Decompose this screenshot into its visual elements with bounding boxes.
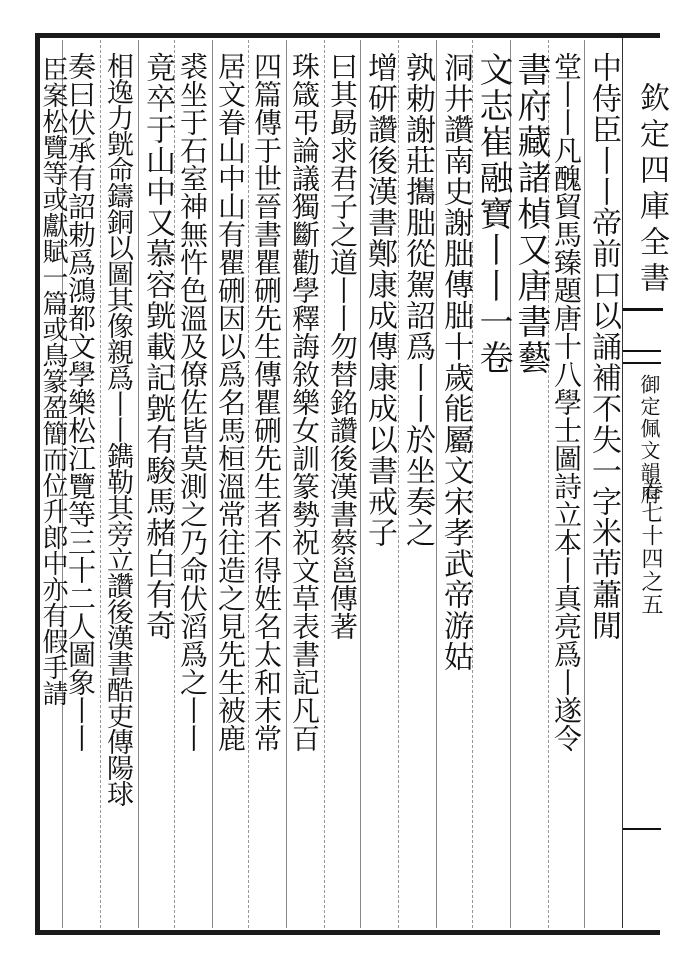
gutter-book-title: 御定佩文韻府 <box>637 374 661 506</box>
gutter-lower-mark <box>623 828 661 830</box>
column-rule <box>286 40 287 928</box>
fishtail-mark <box>623 350 661 364</box>
text-column-12: 裘坐于石室神無忤色溫及僚佐皆莫測之乃命伏滔爲之丨丨 <box>176 52 209 752</box>
column-rule <box>324 40 325 928</box>
text-column-4: 文志崔融寶丨丨一卷 <box>473 52 513 376</box>
text-column-16: 臣案松覽等或獻賦一篇或鳥篆盈簡而位升郎中亦有假手請 <box>38 56 68 706</box>
frame-bottom-border <box>38 930 660 935</box>
gutter-juan-number: 卷七十四之五 <box>638 478 663 616</box>
text-column-14: 相逸力皝命鑄銅以圖其像親爲丨丨鐫勒其旁立讚後漢書酷吏傳陽球 <box>102 52 133 806</box>
gutter-title: 欽定四庫全書 <box>634 82 669 298</box>
text-column-10: 四篇傳于世晉書瞿硎先生傳瞿硎先生者不得姓名太和末常 <box>250 52 283 752</box>
column-rule <box>138 40 139 928</box>
column-rule <box>248 40 249 928</box>
column-rule <box>436 40 437 928</box>
text-column-7: 增研讚後漢書鄭康成傳康成以書戒子 <box>362 52 397 548</box>
text-column-11: 居文眷山中山有瞿硎因以爲名馬桓溫常往造之見先生被鹿 <box>214 52 247 752</box>
column-rule <box>212 40 213 928</box>
text-column-5: 洞井讚南史謝朏傳朏十歲能屬文宋孝武帝游姑 <box>438 52 473 672</box>
column-rule <box>584 40 585 928</box>
text-column-13: 竟卒于山中又慕容皝載記皝有駿馬赭白有奇 <box>140 52 175 641</box>
column-rule <box>398 40 399 928</box>
text-column-2: 堂丨丨凡醜貿馬臻題唐十八學士圖詩立本丨真亮爲丨遂令 <box>550 52 583 752</box>
text-column-15: 奏曰伏承有詔勅爲鴻都文學樂松江覽等三十二人圖象丨丨 <box>64 52 97 752</box>
text-column-6: 孰勅謝莊攜朏從駕詔爲丨丨於坐奏之 <box>400 52 435 548</box>
column-rule <box>360 40 361 928</box>
text-column-1: 中侍臣丨丨帝前口以誦補不失一字米芾蕭閒 <box>586 52 621 641</box>
text-column-8: 曰其勗求君子之道丨丨勿替銘讚後漢書蔡邕傳著 <box>326 52 359 640</box>
text-column-3: 書府藏諸楨又唐書藝 <box>511 52 551 376</box>
center-gutter <box>622 38 669 928</box>
frame-top-border <box>38 33 660 38</box>
gutter-title-block <box>623 38 669 311</box>
column-rule <box>100 40 101 928</box>
text-column-9: 珠箴弔論議獨斷勸學釋誨敘樂女訓篆勢祝文草表書記凡百 <box>288 52 321 752</box>
